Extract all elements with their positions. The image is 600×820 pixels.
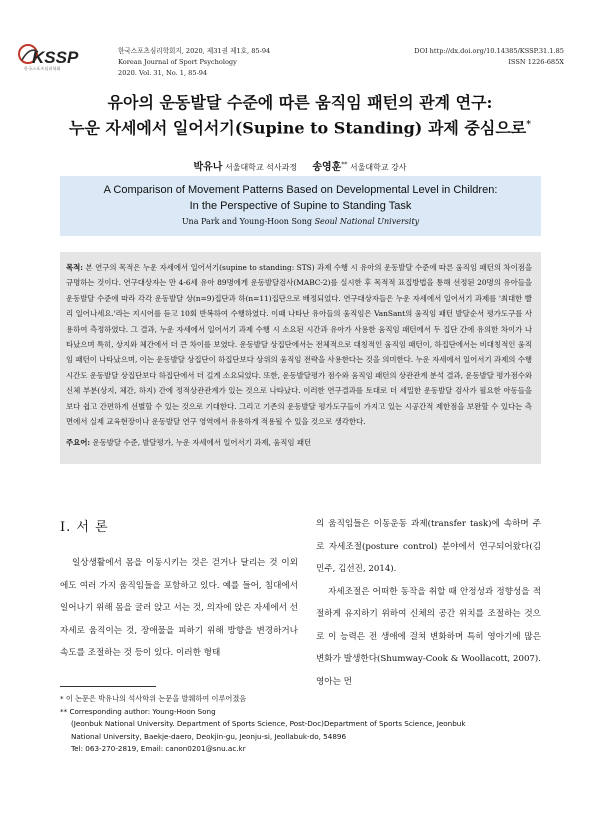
- section-title: Ⅰ. 서 론: [60, 520, 109, 535]
- footnote-divider: [60, 686, 156, 687]
- doi-link[interactable]: DOI http://dx.doi.org/10.14385/KSSP.31.1.85: [414, 47, 564, 55]
- author-2-mark: **: [341, 161, 348, 169]
- title-line-2: 누운 자세에서 일어서기(Supine to Standing) 과제 중심으로*: [69, 118, 531, 138]
- footnote-2: ** Corresponding author: Young-Hoon Song: [60, 706, 216, 716]
- english-title-line-1: A Comparison of Movement Patterns Based on Developmental Level in Children:: [103, 184, 498, 196]
- issn: ISSN 1226-685X: [508, 58, 564, 66]
- footnote-4: National University, Baekje-daero, Deokjin-gu, Jeonju-si, Jeollabuk-do, 54896: [71, 731, 347, 741]
- journal-logo: [18, 42, 88, 78]
- title-footnote-mark: *: [526, 120, 531, 130]
- abstract-text: 본 연구의 목적은 누운 자세에서 일어서기(supine to standing: STS) 과제 수행 시 유아의 운동발달 수준에 따른 움직임 패턴의 차이점을 규명하는 것이다. 연구대상자는 만 4-6세 유아 89명에게 운동발달검사(MABC-2)를 실시한 후 목적적 표집방법을 통해 선정된 20명의 유아들을 운동발달 수준에 따라 각각 운동발달 상(n=9)집단과 하(n=11)집단으로 배정되었다. 연구대상자들은 누운 자세에서 일어서기 과제를 '최대한 빨리 일어나세요.'라는 지시어를 듣고 10회 반복하여 수행하였다. 이때 나타난 유아들의 움직임은 VanSant의 움직임 패턴 발달순서 평가도구를 사용하여 측정하였다. 그 결과, 누운 자세에서 일어서기 과제 수행 시 소요된 시간과 유아가 사용한 움직임 패턴에서 두 집단 간에 유의한 차이가 나타났으며 특히, 상지와 체간에서 더 큰 차이를 보였다. 운동발달 상집단에서는 전체적으로 대칭적인 움직임 패턴이, 하집단에서는 비대칭적인 움직임 패턴이 나타났으며, 이는 운동발달 상집단이 하집단보다 상위의 움직임 전략을 사용한다는 것을 의미한다. 누운 자세에서 일어서기 과제의 수행시간도 운동발달 상집단보다 하집단에서 더 길게 소요되었다. 또한, 운동발달평가 점수와 움직임 패턴의 상관관계 분석 결과, 운동발달 평가점수와 신체 부분(상지, 체간, 하지) 간에 정적상관관계가 있는 것으로 나타났다. 이러한 연구결과를 토대로 더 세밀한 운동발달 검사가 필요한 아동들을 보다 쉽고 간편하게 선별할 수 있는 것으로 기대한다. 그리고 기존의 운동발달 평가도구들이 가지고 있는 시공간적 제한점을 보완할 수 있다는 측면에서 실제 교육현장이나 운동발달 연구 영역에서 유용하게 적용될 수 있을 것으로 생각한다.: [66, 263, 532, 427]
- abstract: [66, 260, 532, 429]
- authors-korean: [0, 158, 600, 173]
- footnote-5: Tel: 063-270-2819, Email: canon0201@snu.ac.kr: [71, 744, 246, 754]
- journal-line-2: Korean Journal of Sport Psychology: [118, 58, 237, 66]
- english-title-box: [60, 176, 541, 236]
- english-authors: [60, 217, 541, 226]
- title-line-1: 유아의 운동발달 수준에 따른 움직임 패턴의 관계 연구:: [107, 93, 493, 112]
- english-affiliation: Seoul National University: [314, 217, 420, 226]
- journal-line-1: 한국스포츠심리학회지, 2020, 제31권 제1호, 85-94: [118, 47, 271, 55]
- author-2-affiliation: 서울대학교 강사: [349, 163, 407, 172]
- abstract-label: 목적:: [66, 263, 84, 272]
- keywords-label: 주요어:: [66, 438, 91, 447]
- footnotes: [60, 693, 550, 756]
- kssp-logo-icon: [18, 42, 88, 68]
- author-1-affiliation: 서울대학교 석사과정: [224, 163, 298, 172]
- body-right-column: [316, 513, 541, 693]
- svg-text:KSSP: KSSP: [32, 48, 79, 67]
- author-2-name: 송영훈: [312, 162, 342, 173]
- journal-info: [118, 46, 270, 79]
- english-title: [60, 182, 541, 214]
- keywords-text: 운동발달 수준, 발달평가, 누운 자세에서 일어서기 과제, 움직임 패턴: [92, 438, 312, 447]
- logo-subtext: 한국스포츠심리학회: [24, 66, 61, 71]
- footnote-3: (Jeonbuk National University. Department of Sports Science, Post-Doc)Department of Sports Science, Jeonbuk: [71, 719, 466, 729]
- journal-line-3: 2020. Vol. 31, No. 1, 85-94: [118, 69, 208, 77]
- keywords: [66, 437, 532, 448]
- paper-title: [0, 92, 600, 139]
- right-paragraph-1: 의 움직임들은 이동운동 과제(transfer task)에 속하며 주로 자세조절(posture control) 분야에서 연구되어왔다(김민주, 김선진, 2014).: [316, 519, 541, 574]
- english-title-line-2: In the Perspective of Supine to Standing Task: [189, 200, 412, 212]
- right-paragraph-2: 자세조절은 어떠한 동작을 취할 때 안정성과 정향성을 적절하게 유지하기 위하여 신체의 공간 위치를 조절하는 것으로 이 능력은 전 생애에 걸쳐 변화하며 특히 영아기에 많은 변화가 발생한다(Shumway-Cook & Woollacott, 2007). 영아는 먼: [316, 586, 541, 687]
- abstract-box: [60, 252, 541, 464]
- author-1-name: 박유나: [193, 162, 223, 173]
- doi-info: [414, 46, 564, 68]
- page-header: [0, 0, 600, 80]
- body-left-column: 일상생활에서 몸을 이동시키는 것은 걷거나 달리는 것 이외에도 여러 가지 움직임들을 포함하고 있다. 예를 들어, 침대에서 일어나기 위해 몸을 굴러 앉고 서는 것, 의자에 앉은 자세에서 선 자세로 움직이는 것, 장애물을 피하기 위해 방향을 변경하거나 속도를 조절하는 것 등이 있다. 이러한 형태: [60, 558, 298, 658]
- footnote-1: * 이 논문은 박유나의 석사학위 논문을 발췌하여 이루어졌음: [60, 694, 247, 703]
- english-author-names: Una Park and Young-Hoon Song: [181, 217, 313, 226]
